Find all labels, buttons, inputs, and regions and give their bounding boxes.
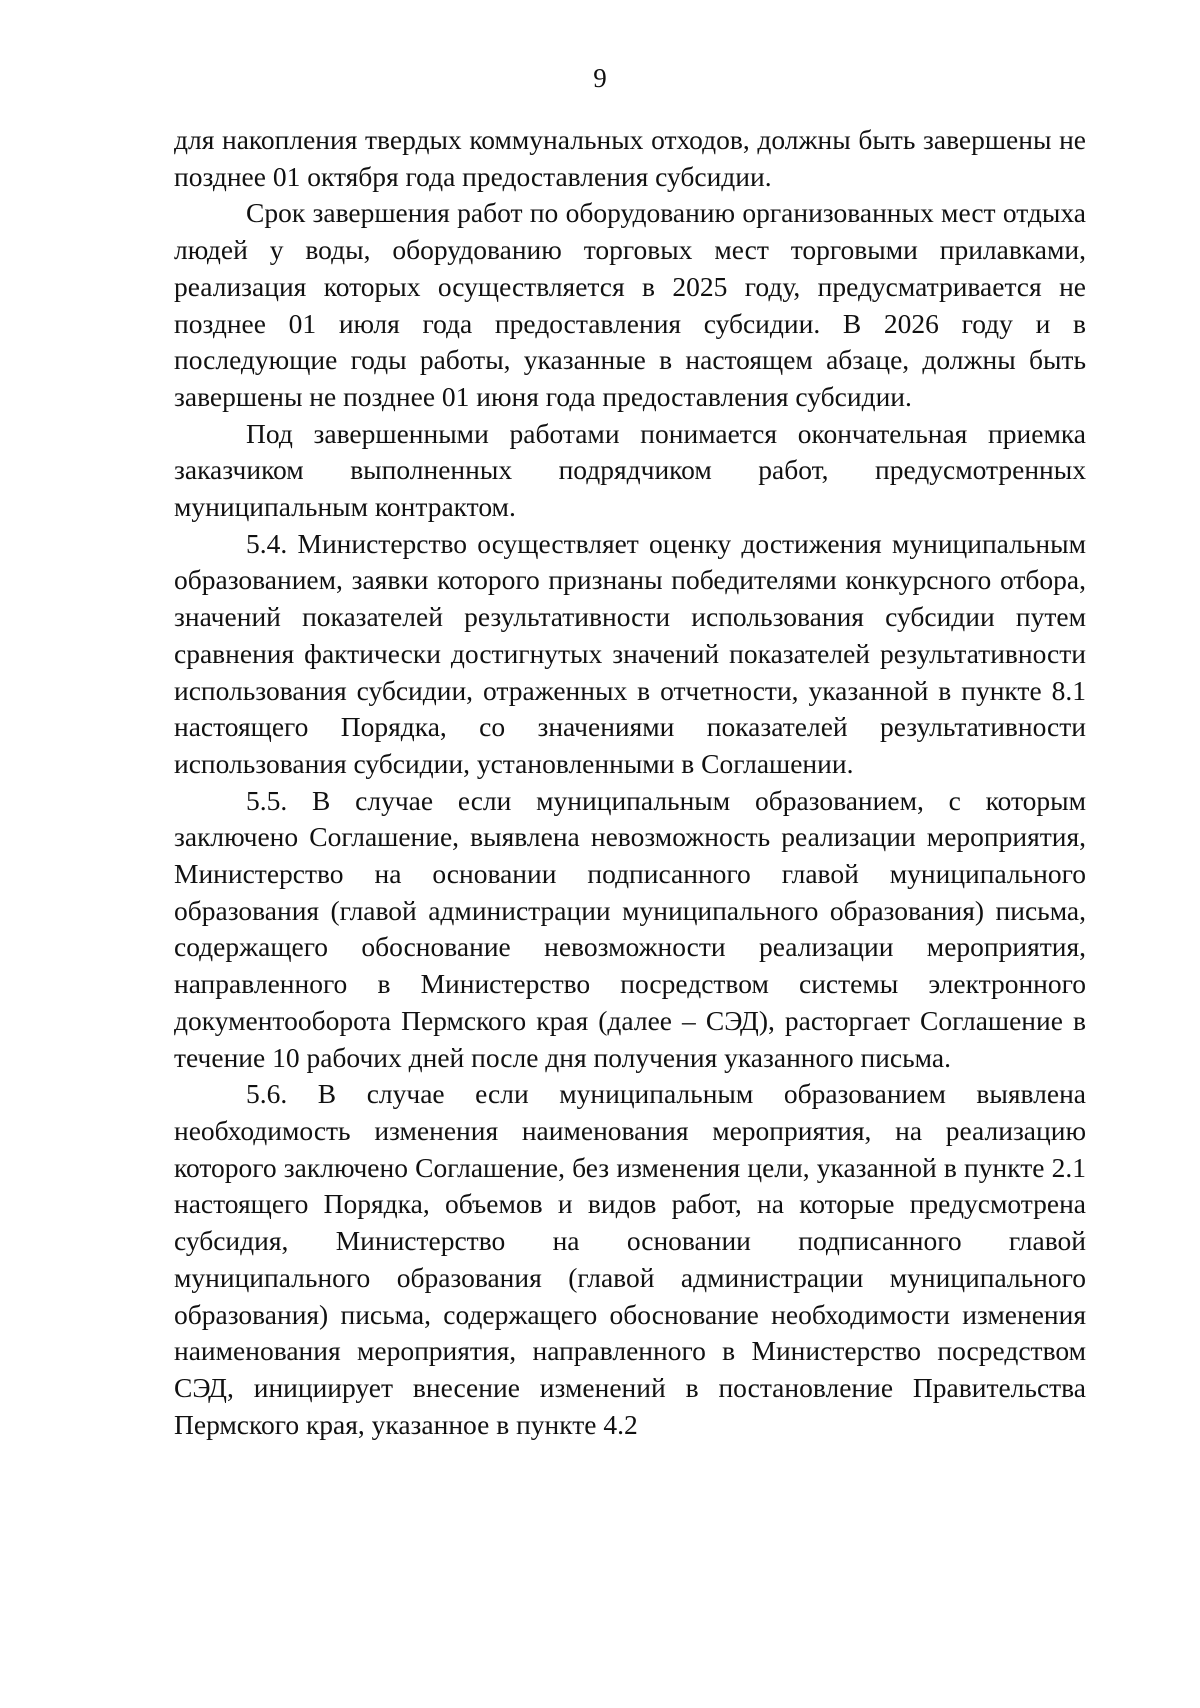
page-number: 9 — [593, 63, 607, 93]
paragraph-5-4: 5.4. Министерство осуществляет оценку достижения муниципальным образованием, заявки которого признаны победителями конкурсного отбора, значений показателей результативности использования субсидии путем сравнения фактически достигнутых значений показателей результативности использования субсидии, отраженных в отчетности, указанной в пункте 8.1 настоящего Порядка, со значениями показателей результативности использования субсидии, установленными в Соглашении. — [174, 527, 1086, 779]
paragraph-deadline: Срок завершения работ по оборудованию организованных мест отдыха людей у воды, оборудованию торговых мест торговыми прилавками, реализация которых осуществляется в 2025 году, предусматривается не позднее 01 июля года предоставления субсидии. В 2026 году и в последующие годы работы, указанные в настоящем абзаце, должны быть завершены не позднее 01 июня года предоставления субсидии. — [174, 197, 1086, 412]
paragraph-5-6: 5.6. В случае если муниципальным образованием выявлена необходимость изменения наименования мероприятия, на реализацию которого заключено Соглашение, без изменения цели, указанной в пункте 2.1 настоящего Порядка, объемов и видов работ, на которые предусмотрена субсидия, Министерство на основании подписанного главой муниципального образования (главой администрации муниципального образования) письма, содержащего обоснование необходимости изменения наименования мероприятия, направленного в Министерство посредством СЭД, инициирует внесение изменений в постановление Правительства Пермского края, указанное в пункте 4.2 — [174, 1078, 1086, 1440]
paragraph-completed-works: Под завершенными работами понимается окончательная приемка заказчиком выполненных подрядчиком работ, предусмотренных муниципальным контрактом. — [174, 417, 1086, 523]
paragraph-5-5: 5.5. В случае если муниципальным образованием, с которым заключено Соглашение, выявлена невозможность реализации мероприятия, Министерство на основании подписанного главой муниципального образования (главой администрации муниципального образования) письма, содержащего обоснование невозможности реализации мероприятия, направленного в Министерство посредством системы электронного документооборота Пермского края (далее – СЭД), расторгает Соглашение в течение 10 рабочих дней после дня получения указанного письма. — [174, 784, 1086, 1073]
paragraph-continuation: для накопления твердых коммунальных отходов, должны быть завершены не позднее 01 октября года предоставления субсидии. — [174, 124, 1086, 192]
document-body — [174, 122, 1086, 1443]
